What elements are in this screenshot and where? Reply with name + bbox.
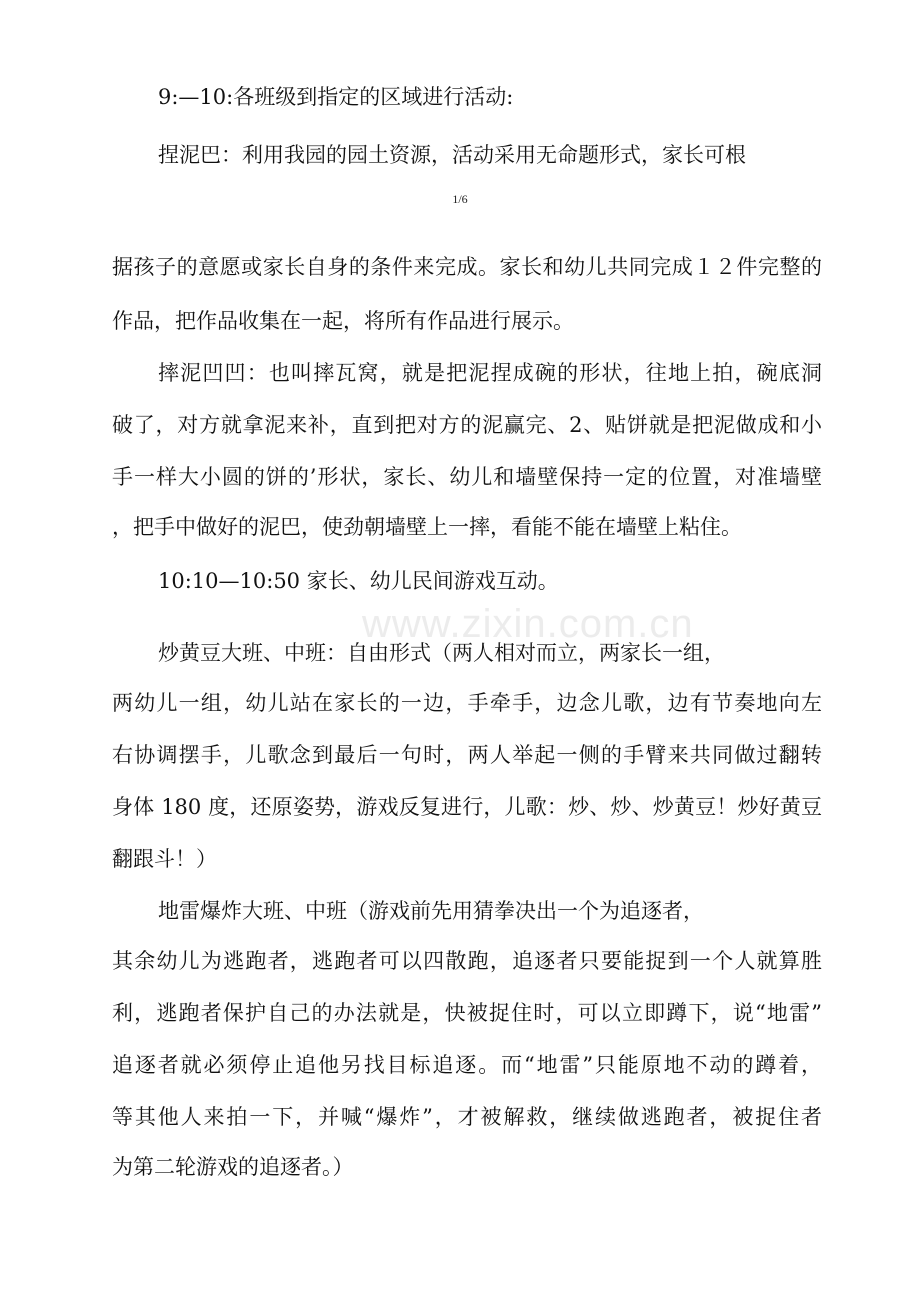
paragraph-clay-line-3: 作品，把作品收集在一起，将所有作品进行展示。 bbox=[112, 309, 574, 333]
paragraph-clay-intro: 捏泥巴：利用我园的园土资源，活动采用无命题形式，家长可根 bbox=[158, 143, 746, 167]
paragraph-soybean-line-3: 右协调摆手，儿歌念到最后一句时，两人举起一侧的手臂来共同做过翻转 bbox=[112, 743, 822, 767]
paragraph-landmine-line-1: 地雷爆炸大班、中班（游戏前先用猜拳决出一个为追逐者， bbox=[158, 899, 704, 923]
paragraph-landmine-line-4: 追逐者就必须停止追他另找目标追逐。而“地雷”只能原地不动的蹲着， bbox=[112, 1053, 822, 1077]
paragraph-landmine-line-3: 利，逃跑者保护自己的办法就是，快被捉住时，可以立即蹲下，说“地雷” bbox=[112, 1001, 822, 1025]
paragraph-mud-bowl-line-2: 破了，对方就拿泥来补，直到把对方的泥赢完、2、贴饼就是把泥做成和小 bbox=[112, 413, 822, 437]
paragraph-mud-bowl-line-3: 手一样大小圆的饼的’形状，家长、幼儿和墙壁保持一定的位置，对准墙壁 bbox=[112, 465, 822, 489]
paragraph-mud-bowl-line-4: ，把手中做好的泥巴，使劲朝墙壁上一摔，看能不能在墙壁上粘住。 bbox=[112, 515, 742, 539]
paragraph-landmine-line-6: 为第二轮游戏的追逐者。） bbox=[112, 1155, 354, 1179]
paragraph-landmine-line-2: 其余幼儿为逃跑者，逃跑者可以四散跑，追逐者只要能捉到一个人就算胜 bbox=[112, 949, 822, 973]
paragraph-soybean-line-5: 翻跟斗！） bbox=[112, 847, 217, 871]
paragraph-landmine-line-5: 等其他人来拍一下，并喊“爆炸”，才被解救，继续做逃跑者，被捉住者 bbox=[112, 1105, 822, 1129]
watermark: www.zixin.com.cn bbox=[362, 602, 694, 646]
paragraph-soybean-line-2: 两幼儿一组，幼儿站在家长的一边，手牵手，边念儿歌，边有节奏地向左 bbox=[112, 691, 822, 715]
schedule-line-activities: 9:—10:各班级到指定的区域进行活动: bbox=[158, 85, 514, 109]
paragraph-clay-line-2: 据孩子的意愿或家长自身的条件来完成。家长和幼儿共同完成１２件完整的 bbox=[112, 255, 822, 279]
page-number: 1/6 bbox=[452, 192, 468, 206]
schedule-line-games: 10:10—10:50 家长、幼儿民间游戏互动。 bbox=[158, 569, 559, 593]
paragraph-soybean-line-1: 炒黄豆大班、中班：自由形式（两人相对而立，两家长一组， bbox=[158, 641, 725, 665]
paragraph-soybean-line-4: 身体 180 度，还原姿势，游戏反复进行，儿歌：炒、炒、炒黄豆！炒好黄豆 bbox=[112, 795, 822, 819]
paragraph-mud-bowl-line-1: 摔泥凹凹：也叫摔瓦窝，就是把泥捏成碗的形状，往地上拍，碗底洞 bbox=[158, 361, 822, 385]
